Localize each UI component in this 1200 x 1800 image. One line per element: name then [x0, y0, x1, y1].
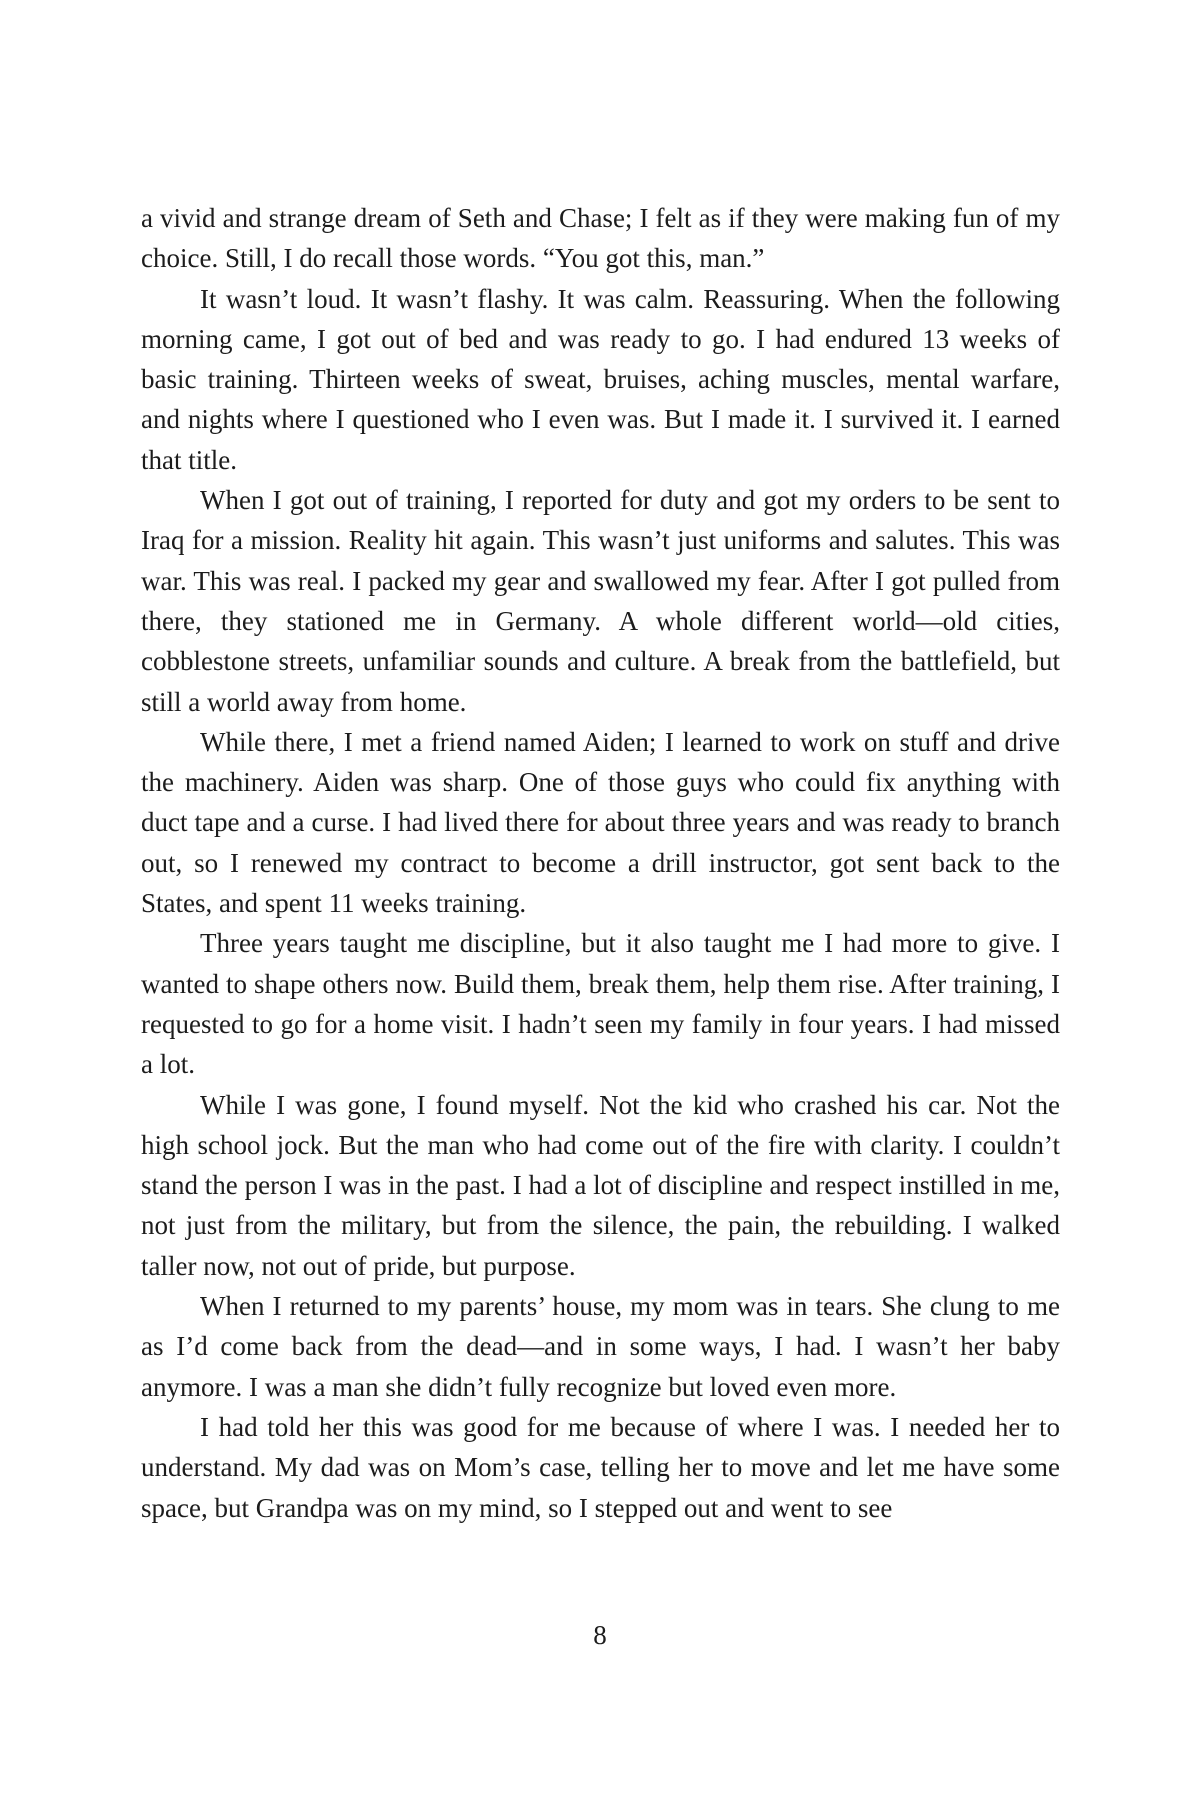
paragraph-8: I had told her this was good for me because of where I was. I needed her to understand. My dad was on Mom’s case, telling her to move and let me have some space, but Grandpa was on my mind, so I stepped out and went to see [141, 1411, 1060, 1523]
paragraph-1: a vivid and strange dream of Seth and Chase; I felt as if they were making fun of my choice. Still, I do recall those words. “You got this, man.” [141, 203, 1060, 274]
paragraph-4: While there, I met a friend named Aiden; I learned to work on stuff and drive the machinery. Aiden was sharp. One of those guys who could fix anything with duct tape and a curse. I had lived there for about three years and was ready to branch out, so I renewed my contract to become a drill instructor, got sent back to the States, and spent 11 weeks training. [141, 726, 1060, 919]
paragraph-3: When I got out of training, I reported for duty and got my orders to be sent to Iraq for a mission. Reality hit again. This wasn’t just uniforms and salutes. This was war. This was real. I packed my gear and swallowed my fear. After I got pulled from there, they stationed me in Germany. A whole different world—old cities, cobblestone streets, unfamiliar sounds and culture. A break from the battlefield, but still a world away from home. [141, 485, 1060, 717]
body-text [141, 198, 1060, 1528]
paragraph-6: While I was gone, I found myself. Not the kid who crashed his car. Not the high school jock. But the man who had come out of the fire with clarity. I couldn’t stand the person I was in the past. I had a lot of discipline and respect instilled in me, not just from the military, but from the silence, the pain, the rebuilding. I walked taller now, not out of pride, but purpose. [141, 1089, 1060, 1281]
paragraph-7: When I returned to my parents’ house, my mom was in tears. She clung to me as I’d come back from the dead—and in some ways, I had. I wasn’t her baby anymore. I was a man she didn’t fully recognize but loved even more. [141, 1291, 1060, 1402]
paragraph-2: It wasn’t loud. It wasn’t flashy. It was calm. Reassuring. When the following morning came, I got out of bed and was ready to go. I had endured 13 weeks of basic training. Thirteen weeks of sweat, bruises, aching muscles, mental warfare, and nights where I questioned who I even was. But I made it. I survived it. I earned that title. [141, 283, 1060, 475]
page-number: 8 [593, 1620, 607, 1650]
paragraph-5: Three years taught me discipline, but it also taught me I had more to give. I wanted to shape others now. Build them, break them, help them rise. After training, I requested to go for a home visit. I hadn’t seen my family in four years. I had missed a lot. [141, 928, 1060, 1080]
